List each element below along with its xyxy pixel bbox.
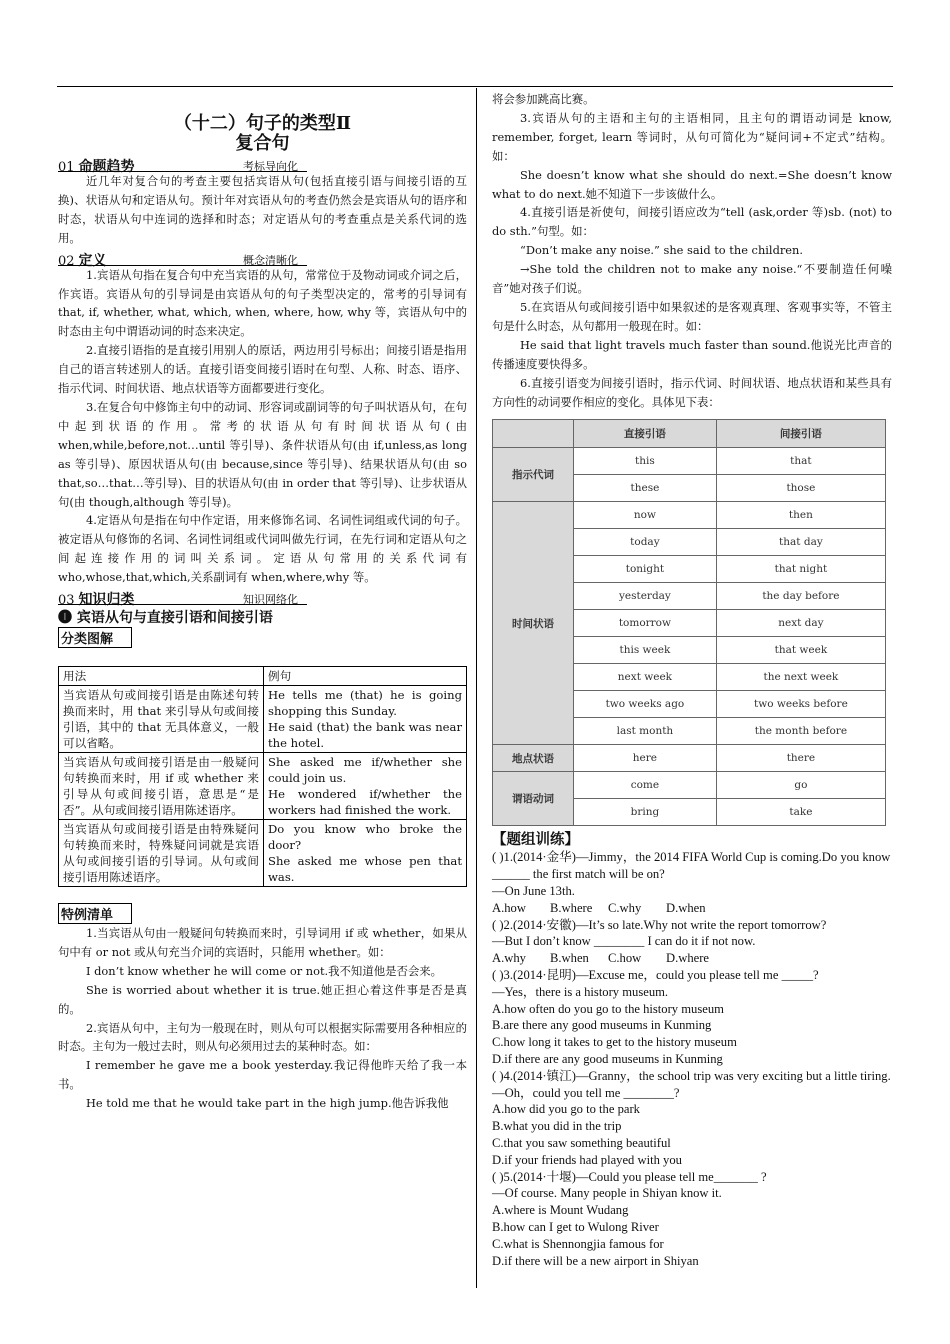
table-row: 当宾语从句或间接引语是由特殊疑问句转换而来时，特殊疑问词就是宾语从句或间接引语的引导词。从句或间接引语用陈述语序。 Do you know who broke the door? She asked me whose pen that was. [59, 820, 467, 887]
exercise-question: ( )4.(2014·镇江)—Granny，the school trip was very exciting but a little tiring. —Oh，could you tell me ________? A.how did you go to the park B.what you did in the trip C.that you saw something beautiful D.if your friends had played with you [492, 1068, 891, 1167]
table-row: next week the next week [493, 664, 886, 691]
example-sentence: She doesn’t know what she should do next.=She doesn’t know what to do next.她不知道下一步该做什么。 [492, 167, 892, 201]
exercise-question: ( )1.(2014·金华)—Jimmy，the 2014 FIFA World Cup is coming.Do you know ______ the first match will be on? —On June 13th. A.how B.where C.why D.when [492, 850, 891, 915]
table-row: 地点状语 here there [493, 745, 886, 772]
table-row: 当宾语从句或间接引语是由陈述句转换而来时，用 that 来引导从句或间接引语，其中的 that 无具体意义，一般可以省略。 He tells me (that) he is going shopping this Sunday. He said (that) the bank was near the hotel. [59, 686, 467, 753]
exercise-question: ( )2.(2014·安徽)—It’s so late.Why not write the report tomorrow? —But I don’t know ________ I can do it if not now. A.why B.when C.how D.where [492, 917, 827, 966]
left-column [58, 90, 467, 1113]
table-header-row: 用法 例句 [59, 667, 467, 686]
page-subtitle: 复合句 [235, 133, 290, 154]
special-paragraph: 5.在宾语从句或间接引语中如果叙述的是客观真理、客观事实等，不管主句是什么时态，从句都用一般现在时。如： [492, 299, 892, 333]
table-row: today that day [493, 529, 886, 556]
exercise-question: ( )3.(2014·昆明)—Excuse me，could you please tell me _____? —Yes，there is a history museum. A.how often do you go to the history museum B.are there any good museums in Kunming C.how long it takes to get to the history museum D.if there are any good museums in Kunming [492, 967, 819, 1066]
definition-paragraph: 2.直接引语指的是直接引用别人的原话，两边用引号标出；间接引语是指用自己的语言转述别人的话。直接引语变间接引语时在句型、人称、时态、语序、指示代词、时间状语、地点状语等方面都要进行变化。 [58, 343, 467, 396]
example-sentence: He told me that he would take part in the high jump.他告诉我他 [86, 1096, 449, 1111]
table-row: 谓语动词 come go [493, 772, 886, 799]
table-header-row: 直接引语 间接引语 [493, 420, 886, 448]
table-row: this week that week [493, 637, 886, 664]
top-rule [57, 86, 893, 87]
section-heading-knowledge: 03 知识归类 知识网络化 [58, 589, 467, 605]
usage-table [58, 666, 467, 887]
special-paragraph: 2.宾语从句中，主句为一般现在时，则从句可以根据实际需要用各种相应的时态。主句为一般过去时，则从句必须用过去的某种时态。如： [58, 1020, 467, 1054]
example-sentence: She is worried about whether it is true.她正担心着这件事是否是真的。 [58, 982, 467, 1016]
section-heading-trend: 01 命题趋势 考标导向化 [58, 156, 467, 172]
right-column [492, 90, 892, 1269]
special-paragraph: 6.直接引语变为间接引语时，指示代词、时间状语、地点状语和某些具有方向性的动词要作相应的变化。具体见下表： [492, 375, 892, 409]
table-row: bring take [493, 799, 886, 826]
definition-paragraph: 4.定语从句是指在句中作定语，用来修饰名词、名词性词组或代词的句子。被定语从句修饰的名词、名词性词组或代词叫做先行词，在先行词和定语从句之间起连接作用的词叫关系词。定语从句常用的关系代词有 who,whose,that,which,关系副词有 when,where,why 等。 [58, 513, 467, 585]
example-sentence: I don’t know whether he will come or not.我不知道他是否会来。 [86, 963, 443, 978]
trend-text: 近几年对复合句的考查主要包括宾语从句(包括直接引语与间接引语的互换)、状语从句和定语从句。预计年对宾语从句的考查仍然会是宾语从句的语序和时态，状语从句中连词的选择和时态；对定语从句的考查重点是关系代词的选用。 [58, 174, 467, 245]
table-row: 指示代词 this that [493, 448, 886, 475]
table-row: last month the month before [493, 718, 886, 745]
part1-title: ❶ 宾语从句与直接引语和间接引语 [58, 610, 273, 627]
special-paragraph: 1.当宾语从句由一般疑问句转换而来时，引导词用 if 或 whether，如果从句中有 or not 或从句充当介词的宾语时，只能用 whether。如： [58, 926, 467, 959]
example-sentence: I remember he gave me a book yesterday.我记得他昨天给了我一本书。 [58, 1058, 467, 1092]
definition-paragraph: 3.在复合句中修饰主句中的动词、形容词或副词等的句子叫状语从句，在句中起到状语的作用。常考的状语从句有时间状语从句(由 when,while,before,not…until 等引导)、条件状语从句(由 if,unless,as long as 等引导)、原因状语从句(由 because,since 等引导)、结果状语从句(由 so that,so…that…等引导)、目的状语从句(由 in order that 等引导)、让步状语从句(由 though,although 等引导)。 [58, 399, 467, 509]
special-cases-box: 特例清单 [58, 903, 132, 924]
exercise-question: ( )5.(2014·十堰)—Could you please tell me_______ ? —Of course. Many people in Shiyan know it. A.where is Mount Wudang B.how can I get to Wulong River C.what is Shennongjia famous for D.if there will be a new airport in Shiyan [492, 1169, 767, 1268]
table-row: tonight that night [493, 556, 886, 583]
table-row: yesterday the day before [493, 583, 886, 610]
table-row: 当宾语从句或间接引语是由一般疑问句转换而来时，用 if 或 whether 来引导从句或间接引语，意思是“是否”。从句或间接引语用陈述语序。 She asked me if/whether she could join us. He wondered if/whether the workers had finished the work. [59, 753, 467, 820]
column-divider [476, 88, 477, 1288]
table-row: tomorrow next day [493, 610, 886, 637]
conversion-table [492, 419, 886, 826]
definition-paragraph: 1.宾语从句指在复合句中充当宾语的从句，常常位于及物动词或介词之后，作宾语。宾语从句的引导词是由宾语从句的句子类型决定的，常考的引导词有 that, if, whether, what, which, when, where, how, why 等，宾语从句中的时态由主句中谓语动词的时态来决定。 [58, 267, 467, 339]
exercise-title: 【题组训练】 [492, 831, 579, 849]
special-paragraph: 4.直接引语是祈使句，间接引语应改为“tell (ask,order 等)sb. (not) to do sth.”句型。如： [492, 205, 892, 239]
example-sentence-continued: 将会参加跳高比赛。 [492, 92, 595, 106]
example-sentence: He said that light travels much faster than sound.他说光比声音的传播速度要快得多。 [492, 337, 892, 371]
example-sentence: “Don’t make any noise.” she said to the children. [520, 243, 803, 258]
table-row: two weeks ago two weeks before [493, 691, 886, 718]
table-row: 时间状语 now then [493, 502, 886, 529]
section-heading-definition: 02 定义 概念清晰化 [58, 250, 467, 266]
example-sentence: →She told the children not to make any noise.“不要制造任何噪音”她对孩子们说。 [492, 262, 892, 296]
table-row: these those [493, 475, 886, 502]
page-title: （十二）句子的类型Ⅱ [173, 113, 352, 134]
category-diagram-box: 分类图解 [58, 627, 132, 648]
special-paragraph: 3.宾语从句的主语和主句的主语相同，且主句的谓语动词是 know, remember, forget, learn 等词时，从句可简化为“疑问词+不定式”结构。如： [492, 110, 892, 163]
